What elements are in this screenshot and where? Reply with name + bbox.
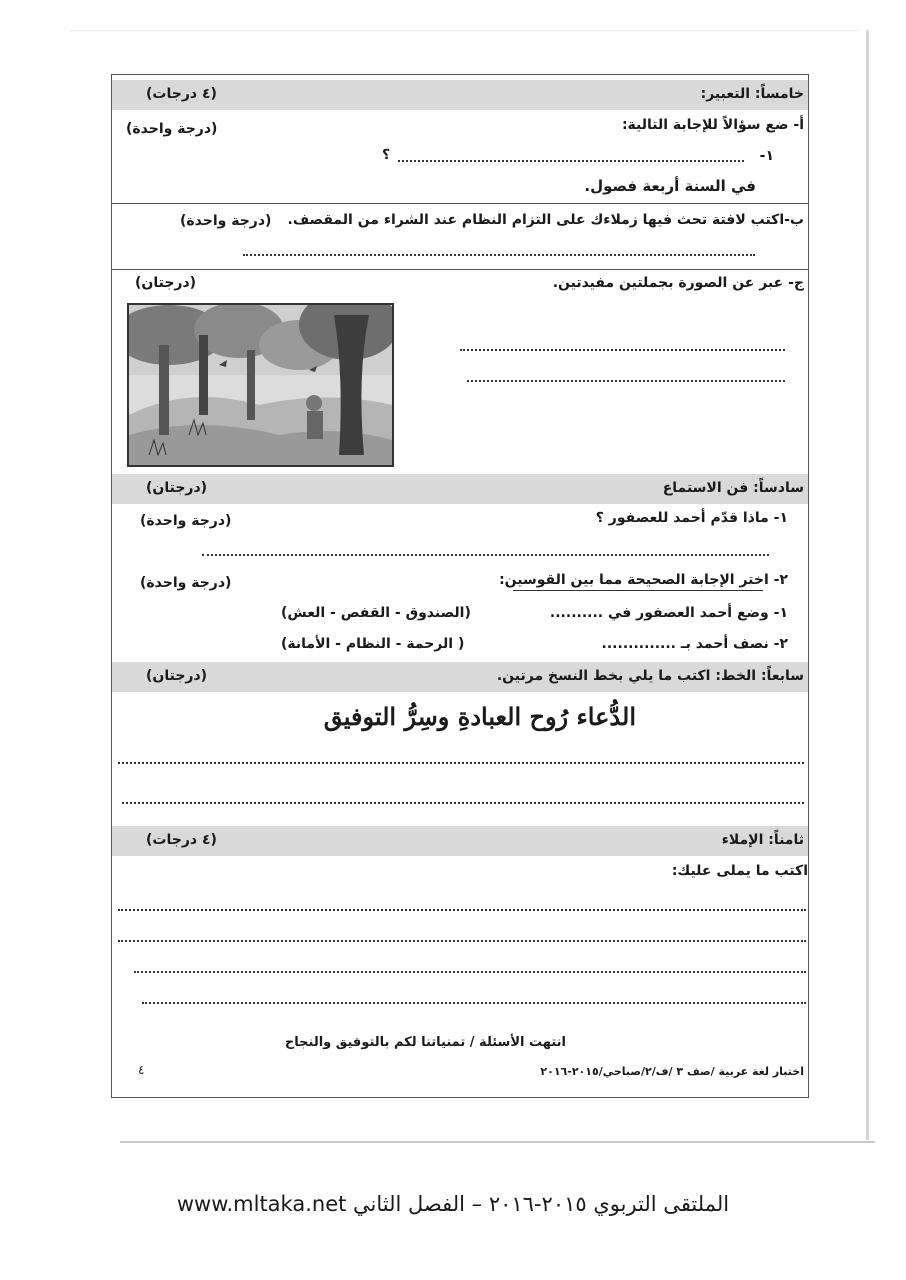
given-answer: في السنة أربعة فصول. <box>584 177 756 195</box>
question-b-label: ب-اكتب لافتة تحث فيها زملاءك على التزام النظام عند الشراء من المقصف. <box>287 212 804 228</box>
closing-message: انتهت الأسئلة / تمنياتنا لكم بالتوفيق والنجاح <box>284 1035 566 1050</box>
section-7-points: (درجتان) <box>146 668 208 684</box>
choice-item-2: ٢- نصف أحمد بـ .............. <box>601 636 788 652</box>
question-c-label: ج- عبر عن الصورة بجملتين مفيدتين. <box>552 275 804 291</box>
divider <box>112 203 808 204</box>
answer-line[interactable] <box>118 938 806 942</box>
question-c-points: (درجتان) <box>135 275 197 291</box>
forest-picture <box>127 303 394 467</box>
question-a-item-number: ١- <box>759 148 774 164</box>
section-6-points: (درجتان) <box>146 480 208 496</box>
section-8-header <box>112 826 808 856</box>
answer-line[interactable] <box>243 252 755 256</box>
answer-line[interactable] <box>122 800 804 804</box>
answer-line[interactable] <box>118 760 804 764</box>
answer-line[interactable] <box>202 552 769 556</box>
question-mark: ؟ <box>382 147 391 163</box>
answer-line[interactable] <box>142 1000 806 1004</box>
listening-question-2: ٢- اختر الإجابة الصحيحة مما بين القوسين: <box>499 572 788 588</box>
exam-info: اختبار لغة عربية /صف ٣ /ف/٢/صباحي/٢٠١٥-٢٠١٦ <box>540 1065 804 1078</box>
underline <box>513 590 763 591</box>
choice-item-2-options: ( الرحمة - النظام - الأمانة) <box>281 636 465 652</box>
page-edge-bottom <box>120 1141 875 1143</box>
section-7-header <box>112 662 808 692</box>
section-5-points: (٤ درجات) <box>146 86 217 102</box>
site-footer: الملتقى التربوي ٢٠١٥-٢٠١٦ – الفصل الثاني www.mltaka.net <box>176 1192 730 1216</box>
listening-question-2-points: (درجة واحدة) <box>140 575 232 591</box>
dictation-instruction: اكتب ما يملى عليك: <box>671 863 808 879</box>
choice-item-1-options: (الصندوق - القفص - العش) <box>281 605 471 621</box>
answer-line[interactable] <box>460 347 785 351</box>
section-7-title: سابعاً: الخط: اكتب ما يلي بخط النسخ مرتين. <box>496 668 804 684</box>
page-edge-right <box>866 30 869 1140</box>
listening-question-1: ١- ماذا قدّم أحمد للعصفور ؟ <box>595 510 788 526</box>
divider <box>112 269 808 270</box>
answer-line[interactable] <box>134 969 806 973</box>
section-6-title: سادساً: فن الاستماع <box>662 480 804 496</box>
section-6-header <box>112 474 808 504</box>
listening-question-1-points: (درجة واحدة) <box>140 513 232 529</box>
question-a-label: أ- ضع سؤالاً للإجابة التالية: <box>621 117 804 133</box>
answer-line[interactable] <box>118 907 806 911</box>
page-number: ٤ <box>138 1063 145 1077</box>
section-5-header <box>112 80 808 110</box>
question-a-points: (درجة واحدة) <box>126 121 218 137</box>
answer-line[interactable] <box>398 158 744 162</box>
page-edge-top <box>70 30 860 31</box>
calligraphy-sentence: الدُّعاء رُوح العبادةِ وسِرُّ التوفيق <box>323 702 636 731</box>
question-b-points: (درجة واحدة) <box>180 213 272 229</box>
choice-item-1: ١- وضع أحمد العصفور في .......... <box>549 605 788 621</box>
section-8-points: (٤ درجات) <box>146 832 217 848</box>
section-8-title: ثامناً: الإملاء <box>721 832 804 848</box>
answer-line[interactable] <box>467 378 785 382</box>
forest-picture-illustration <box>129 305 392 465</box>
section-5-title: خامساً: التعبير: <box>700 86 804 102</box>
